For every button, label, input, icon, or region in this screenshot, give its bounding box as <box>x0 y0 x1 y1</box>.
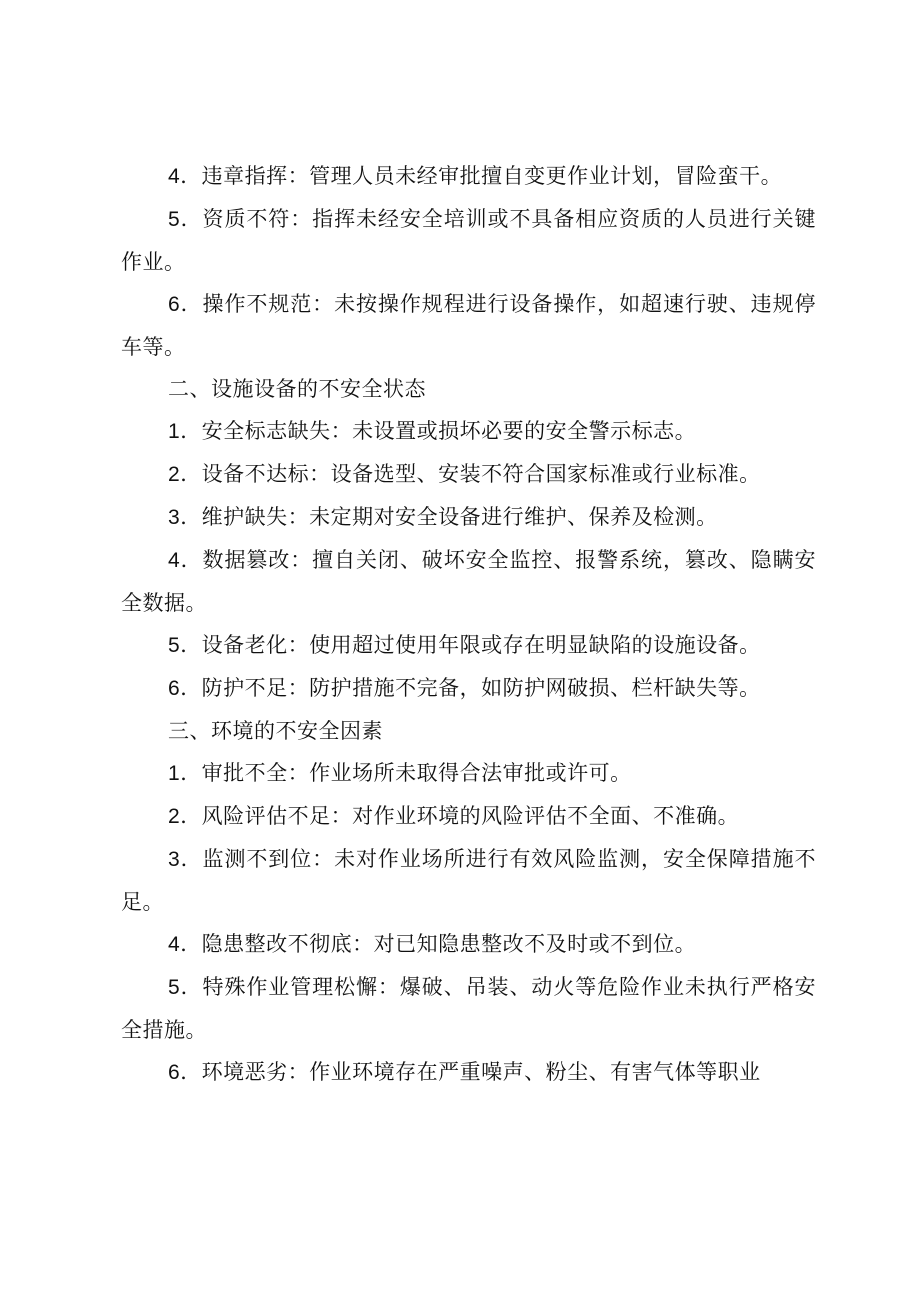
section-heading-environment: 三、环境的不安全因素 <box>168 719 383 743</box>
list-item-incomplete-approval: 1．审批不全：作业场所未取得合法审批或许可。 <box>168 761 632 785</box>
list-item-qualification-mismatch: 5．资质不符：指挥未经安全培训或不具备相应资质的人员进行关键作业。 <box>121 207 816 274</box>
document-body <box>121 155 816 1094</box>
list-item-risk-assessment: 2．风险评估不足：对作业环境的风险评估不全面、不准确。 <box>168 804 740 828</box>
section-heading-equipment: 二、设施设备的不安全状态 <box>168 377 426 401</box>
list-item-substandard-equipment: 2．设备不达标：设备选型、安装不符合国家标准或行业标准。 <box>168 462 761 486</box>
list-item-insufficient-protection: 6．防护不足：防护措施不完备，如防护网破损、栏杆缺失等。 <box>168 676 761 700</box>
list-item-equipment-aging: 5．设备老化：使用超过使用年限或存在明显缺陷的设施设备。 <box>168 633 761 657</box>
list-item-improper-operation: 6．操作不规范：未按操作规程进行设备操作，如超速行驶、违规停车等。 <box>121 292 816 359</box>
list-item-special-operations: 5．特殊作业管理松懈：爆破、吊装、动火等危险作业未执行严格安全措施。 <box>121 975 816 1042</box>
list-item-missing-signs: 1．安全标志缺失：未设置或损坏必要的安全警示标志。 <box>168 419 697 443</box>
list-item-data-tampering: 4．数据篡改：擅自关闭、破坏安全监控、报警系统，篡改、隐瞒安全数据。 <box>121 548 816 615</box>
list-item-violation-command: 4．违章指挥：管理人员未经审批擅自变更作业计划，冒险蛮干。 <box>168 164 783 188</box>
list-item-harsh-environment: 6．环境恶劣：作业环境存在严重噪声、粉尘、有害气体等职业 <box>168 1060 761 1084</box>
list-item-maintenance-missing: 3．维护缺失：未定期对安全设备进行维护、保养及检测。 <box>168 505 718 529</box>
list-item-hazard-rectification: 4．隐患整改不彻底：对已知隐患整改不及时或不到位。 <box>168 932 697 956</box>
list-item-monitoring: 3．监测不到位：未对作业场所进行有效风险监测，安全保障措施不足。 <box>121 847 816 914</box>
